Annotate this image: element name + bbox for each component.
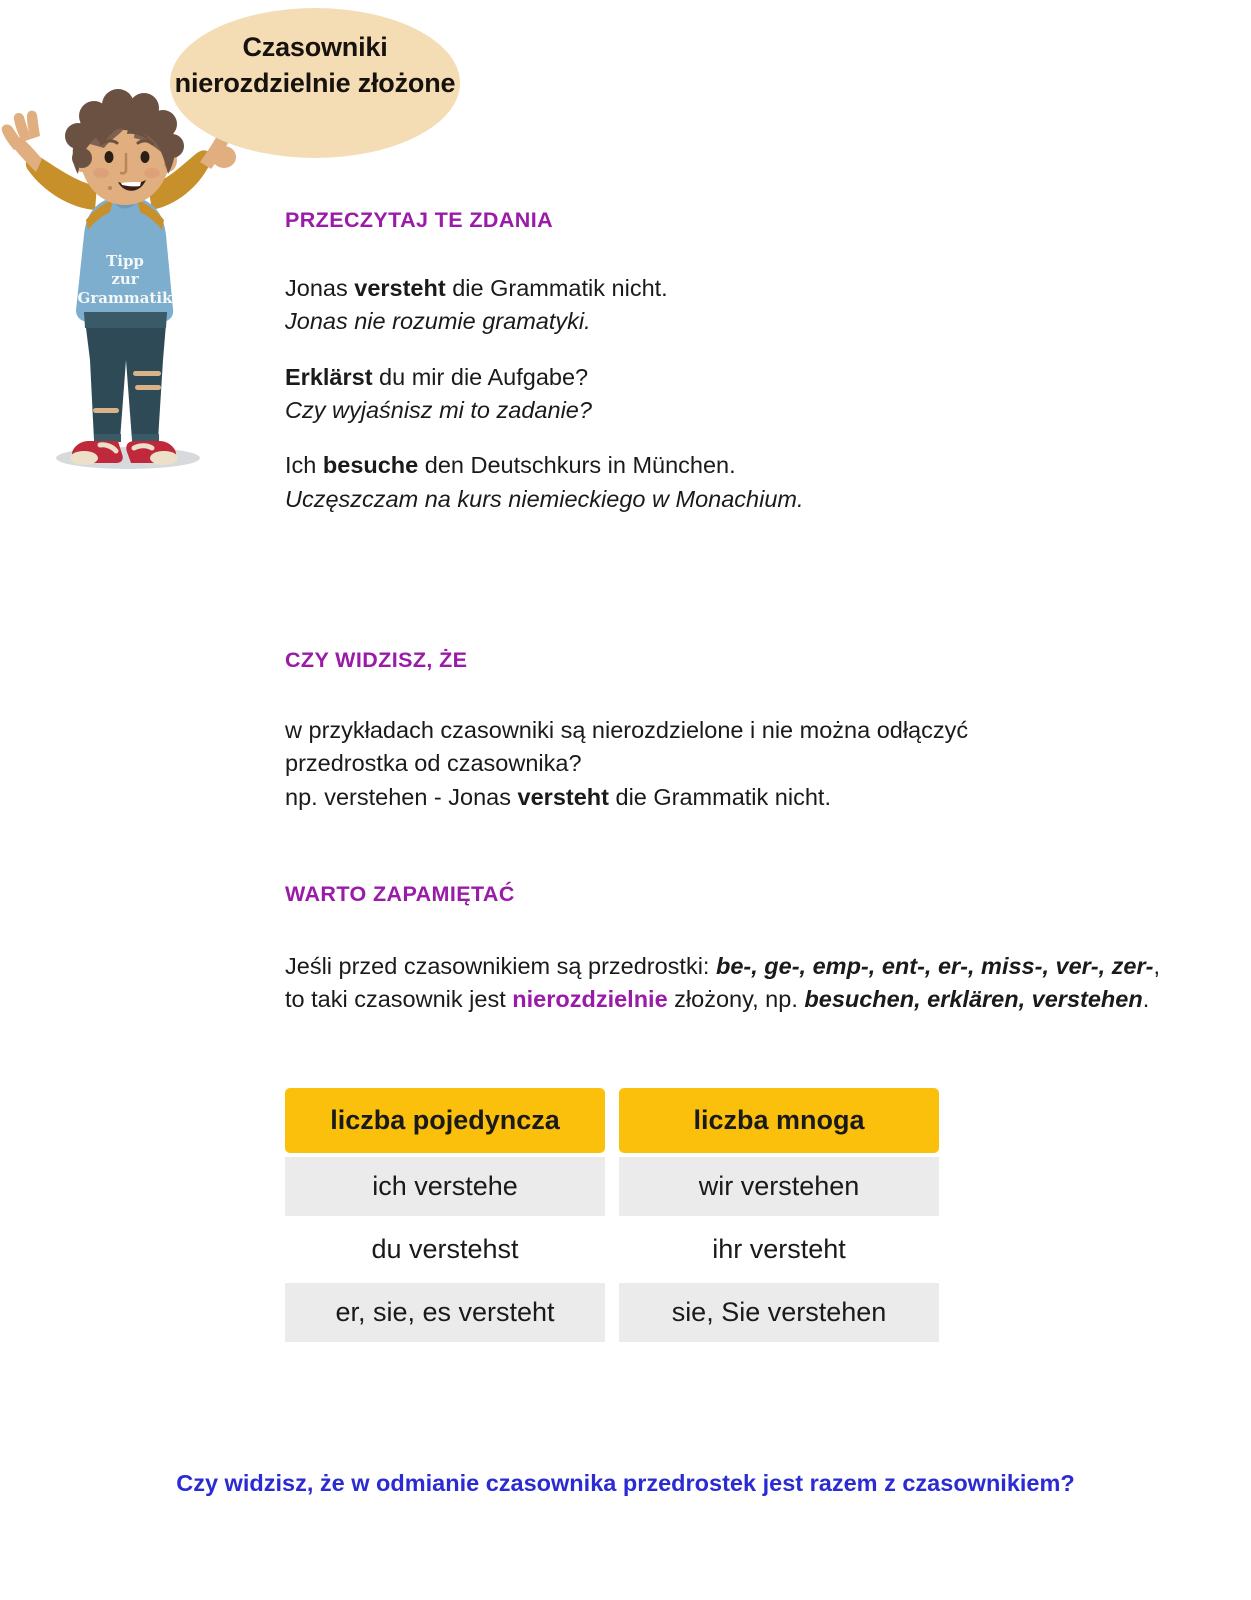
sentence-german-1 [285, 272, 1005, 305]
remember-block [285, 950, 1175, 1017]
remember-part-2: , to taki czasownik jest [285, 953, 1160, 1013]
shoe-right-stripe [134, 446, 152, 448]
heading-do-you-see: CZY WIDZISZ, ŻE [285, 648, 468, 672]
eye-right [141, 151, 150, 163]
conjugation-table [285, 1088, 947, 1346]
sentence-polish-2: Czy wyjaśnisz mi to zadanie? [285, 397, 592, 424]
table-row [285, 1157, 947, 1216]
footer-question: Czy widzisz, że w odmianie czasownika przedrostek jest razem z czasownikiem? [176, 1470, 1075, 1496]
see-line-2: przedrostka od czasownika? [285, 750, 582, 777]
see-line-3-post: die Grammatik nicht. [608, 783, 831, 810]
heading-read-sentences: PRZECZYTAJ TE ZDANIA [285, 208, 553, 232]
hair-curl-2 [102, 89, 134, 121]
jeans-rip-2 [135, 385, 161, 390]
shirt-text-line-1: Tipp [106, 252, 144, 270]
shoe-right-toe [150, 451, 178, 465]
sentence-german-3 [285, 449, 1005, 482]
hair-curl-7 [72, 148, 92, 168]
jeans-waist [84, 312, 167, 328]
sentence-group-1 [285, 272, 1005, 339]
remember-part-4: . [1142, 986, 1150, 1013]
sentence-group-3 [285, 449, 1005, 516]
table-header-plural: liczba mnoga [619, 1088, 939, 1153]
table-row [285, 1283, 947, 1342]
chin-mark [108, 186, 112, 190]
see-line-1: w przykładach czasowniki są nierozdzielone i nie można odłączyć [285, 717, 969, 743]
sentence-german-2 [285, 361, 1005, 394]
sentence-3-post: den Deutschkurs in München. [418, 452, 736, 479]
sentence-1-post: die Grammatik nicht. [445, 275, 668, 301]
table-cell-singular-1: ich verstehe [285, 1157, 605, 1216]
table-header-singular: liczba pojedyncza [285, 1088, 605, 1153]
remember-part-1: Jeśli przed czasownikiem są przedrostki: [285, 953, 716, 979]
sentence-1-bold: versteht [354, 275, 446, 301]
see-line-3 [285, 781, 1125, 814]
table-cell-plural-2: ihr versteht [619, 1220, 939, 1279]
table-row [285, 1220, 947, 1279]
jeans-rip-1 [133, 371, 161, 376]
heading-worth-remembering: WARTO ZAPAMIĘTAĆ [285, 882, 515, 906]
table-cell-plural-3: sie, Sie verstehen [619, 1283, 939, 1342]
sentence-group-2 [285, 361, 1005, 428]
remember-highlight: nierozdzielnie [512, 986, 668, 1013]
remember-examples: besuchen, erklären, verstehen [804, 986, 1143, 1013]
hair-curl-5 [65, 123, 91, 149]
see-block [285, 714, 1125, 814]
remember-prefixes: be-, ge-, emp-, ent-, er-, miss-, ver-, zer- [716, 953, 1154, 979]
sentence-2-post: du mir die Aufgabe? [372, 363, 589, 390]
see-line-3-pre: np. verstehen - Jonas [285, 783, 518, 810]
table-header-row [285, 1088, 947, 1153]
cheek-left [93, 168, 109, 178]
shirt-text-line-2: zur [111, 270, 139, 288]
table-cell-singular-2: du verstehst [285, 1220, 605, 1279]
jeans-rip-3 [93, 408, 119, 413]
sentence-1-pre: Jonas [285, 275, 355, 301]
shirt-text-line-3: Grammatik [77, 289, 173, 307]
sentence-polish-3: Uczęszczam na kurs niemieckiego w Monachium. [285, 485, 804, 512]
sentence-3-pre: Ich [285, 452, 323, 479]
sentence-polish-1: Jonas nie rozumie gramatyki. [285, 308, 591, 335]
see-line-3-bold: versteht [517, 783, 609, 810]
table-cell-singular-3: er, sie, es versteht [285, 1283, 605, 1342]
shoe-left-toe [70, 451, 98, 465]
speech-bubble [170, 8, 460, 178]
table-cell-plural-1: wir verstehen [619, 1157, 939, 1216]
sentences-block [285, 272, 1005, 516]
cheek-right [144, 168, 160, 178]
sentence-2-bold: Erklärst [285, 363, 373, 390]
eye-left [105, 151, 114, 163]
sentence-3-bold: besuche [322, 452, 419, 479]
jeans-cuff-left [94, 434, 121, 442]
speech-bubble-text: Czasowniki nierozdzielnie złożone [174, 32, 456, 98]
jeans-cuff-right [132, 434, 159, 442]
remember-part-3: złożony, np. [667, 986, 805, 1013]
